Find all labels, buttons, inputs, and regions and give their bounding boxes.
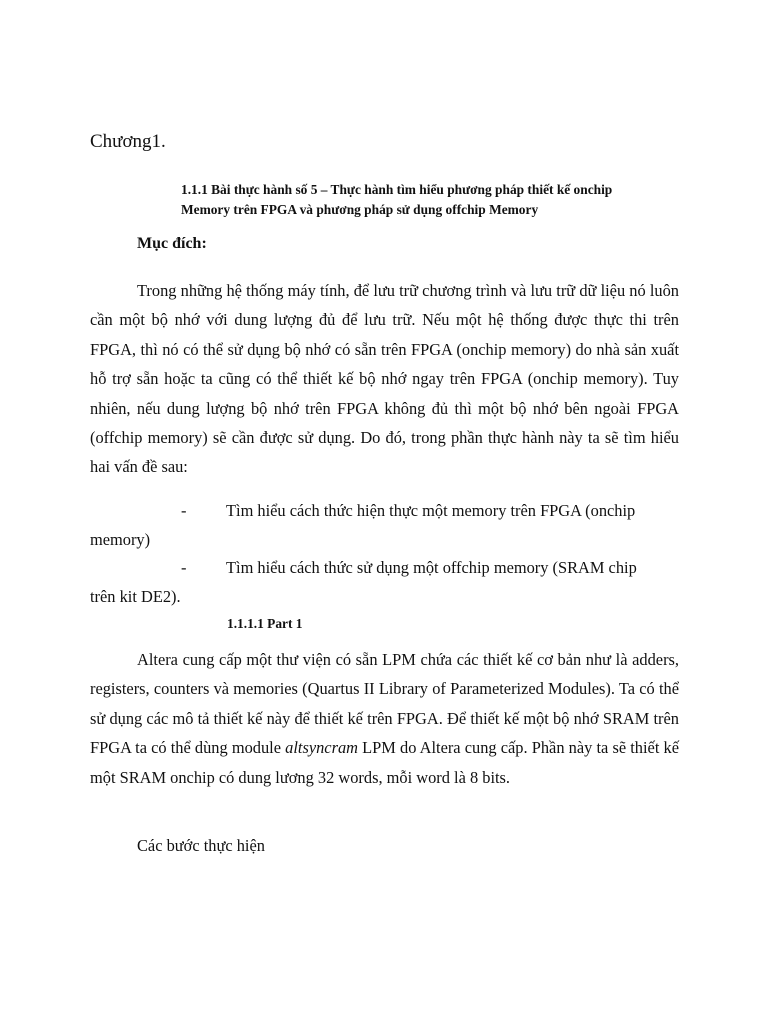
bullet-text: Tìm hiểu cách thức hiện thực một memory trên FPGA (onchip — [226, 501, 636, 520]
altera-paragraph-text: Altera cung cấp một thư viện có sẵn LPM chứa các thiết kế cơ bản như là adders, registers, counters và memories (Quartus II Library of Parameterized Modules). Ta có thể sử dụng các mô tả thiết kế này để thiết kế trên FPGA. Để thiết kế một bộ nhớ SRAM trên FPGA ta có thể dùng module — [90, 650, 679, 758]
section-heading-line-1: 1.1.1 Bài thực hành số 5 – Thực hành tìm hiểu phương pháp thiết kế onchip — [181, 182, 613, 197]
module-name: altsyncram — [285, 738, 358, 758]
altera-paragraph-text-end: LPM do Altera cung cấp. Phần này ta sẽ thiết kế một SRAM onchip có dung lương 32 words, mỗi word là 8 bits. — [90, 738, 679, 787]
bullet-continuation: trên kit DE2). — [90, 587, 181, 606]
bullet-item — [90, 496, 679, 554]
purpose-heading: Mục đích: — [137, 235, 207, 252]
section-heading — [181, 180, 701, 220]
bullet-marker: - — [181, 558, 187, 577]
bullet-text: Tìm hiểu cách thức sử dụng một offchip memory (SRAM chip — [226, 558, 637, 577]
section-heading-line-2: Memory trên FPGA và phương pháp sử dụng offchip Memory — [181, 202, 539, 217]
bullet-marker: - — [181, 501, 187, 520]
bullet-continuation: memory) — [90, 530, 151, 549]
altera-paragraph — [90, 645, 679, 792]
subsection-heading: 1.1.1.1 Part 1 — [227, 616, 303, 631]
chapter-title: Chương1. — [90, 131, 166, 152]
intro-paragraph: Trong những hệ thống máy tính, để lưu trữ chương trình và lưu trữ dữ liệu nó luôn cần một bộ nhớ với dung lượng đủ để lưu trữ. Nếu một hệ thống được thực thi trên FPGA, thì nó có thể sử dụng bộ nhớ có sẵn trên FPGA (onchip memory) do nhà sản xuất hỗ trợ sẵn hoặc ta cũng có thể thiết kế bộ nhớ ngay trên FPGA (onchip memory). Tuy nhiên, nếu dung lượng bộ nhớ trên FPGA không đủ thì một bộ nhớ bên ngoài FPGA (offchip memory) sẽ cần được sử dụng. Do đó, trong phần thực hành này ta sẽ tìm hiểu hai vấn đề sau: — [90, 281, 679, 477]
steps-heading: Các bước thực hiện — [137, 836, 265, 855]
bullet-item — [90, 553, 679, 611]
